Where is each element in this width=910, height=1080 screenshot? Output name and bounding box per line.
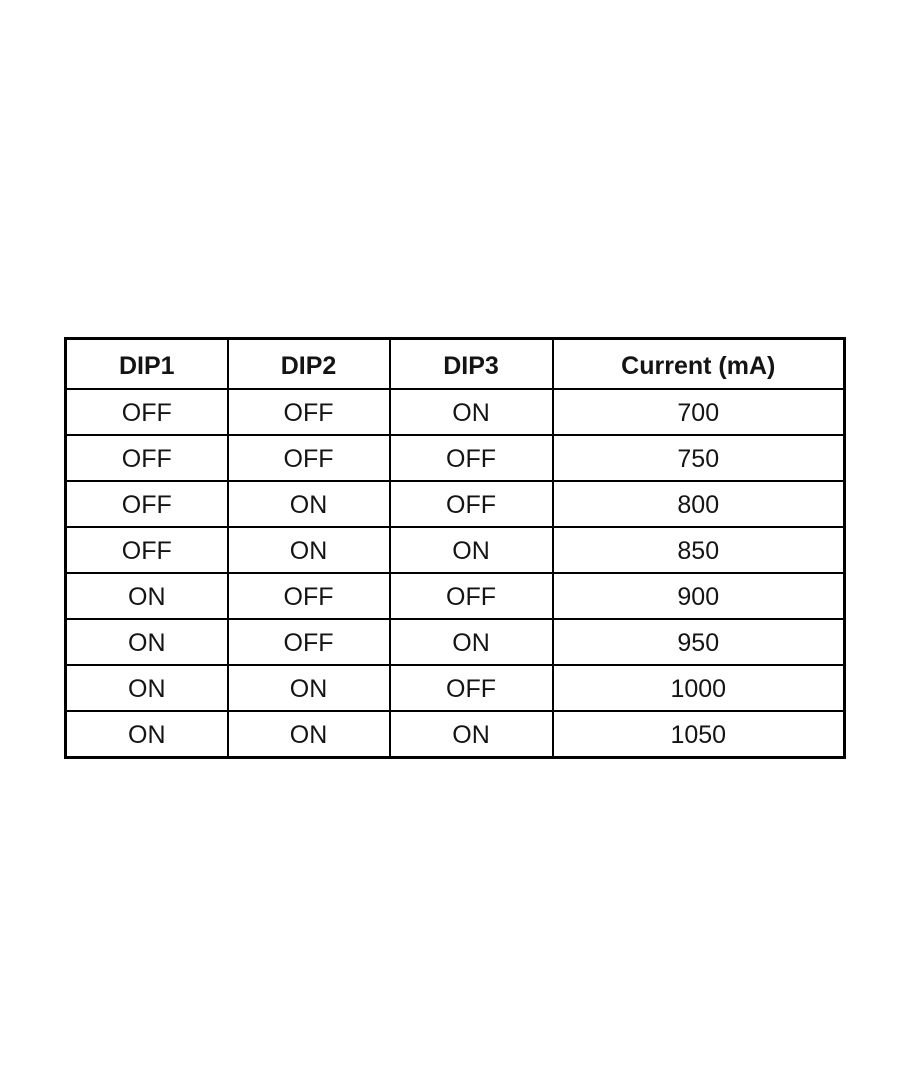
table-cell-dip2: OFF	[228, 573, 390, 619]
table-cell-dip3: OFF	[390, 665, 553, 711]
table-cell-current: 800	[553, 481, 845, 527]
table-cell-dip3: OFF	[390, 435, 553, 481]
column-header-dip1: DIP1	[66, 339, 228, 390]
table-cell-current: 850	[553, 527, 845, 573]
table-row	[66, 619, 845, 665]
table-cell-current: 700	[553, 389, 845, 435]
table-cell-dip3: OFF	[390, 573, 553, 619]
column-header-dip2: DIP2	[228, 339, 390, 390]
table-cell-dip2: ON	[228, 481, 390, 527]
table-cell-dip2: OFF	[228, 435, 390, 481]
dip-switch-current-table-wrap	[64, 337, 846, 759]
table-row	[66, 389, 845, 435]
table-cell-dip1: ON	[66, 619, 228, 665]
table-cell-current: 1050	[553, 711, 845, 758]
table-cell-dip1: ON	[66, 711, 228, 758]
header-row	[66, 339, 845, 390]
table-cell-current: 950	[553, 619, 845, 665]
table-body	[66, 389, 845, 758]
column-header-current: Current (mA)	[553, 339, 845, 390]
table-cell-current: 750	[553, 435, 845, 481]
table-cell-dip3: ON	[390, 711, 553, 758]
table-cell-dip2: ON	[228, 711, 390, 758]
column-header-dip3: DIP3	[390, 339, 553, 390]
table-cell-dip1: OFF	[66, 435, 228, 481]
table-cell-dip2: ON	[228, 527, 390, 573]
table-cell-current: 1000	[553, 665, 845, 711]
table-cell-dip1: ON	[66, 665, 228, 711]
table-cell-dip2: OFF	[228, 619, 390, 665]
table-cell-dip2: OFF	[228, 389, 390, 435]
table-cell-dip3: OFF	[390, 481, 553, 527]
table-row	[66, 481, 845, 527]
cropped-border-stub	[64, 740, 67, 748]
table-cell-dip1: OFF	[66, 389, 228, 435]
table-row	[66, 711, 845, 758]
table-row	[66, 665, 845, 711]
dip-switch-current-table	[64, 337, 846, 759]
table-cell-dip1: OFF	[66, 527, 228, 573]
table-row	[66, 527, 845, 573]
table-cell-dip1: OFF	[66, 481, 228, 527]
table-row	[66, 573, 845, 619]
table-row	[66, 435, 845, 481]
table-cell-dip2: ON	[228, 665, 390, 711]
table-cell-current: 900	[553, 573, 845, 619]
table-cell-dip3: ON	[390, 389, 553, 435]
table-cell-dip3: ON	[390, 619, 553, 665]
table-cell-dip1: ON	[66, 573, 228, 619]
table-cell-dip3: ON	[390, 527, 553, 573]
table-header	[66, 339, 845, 390]
